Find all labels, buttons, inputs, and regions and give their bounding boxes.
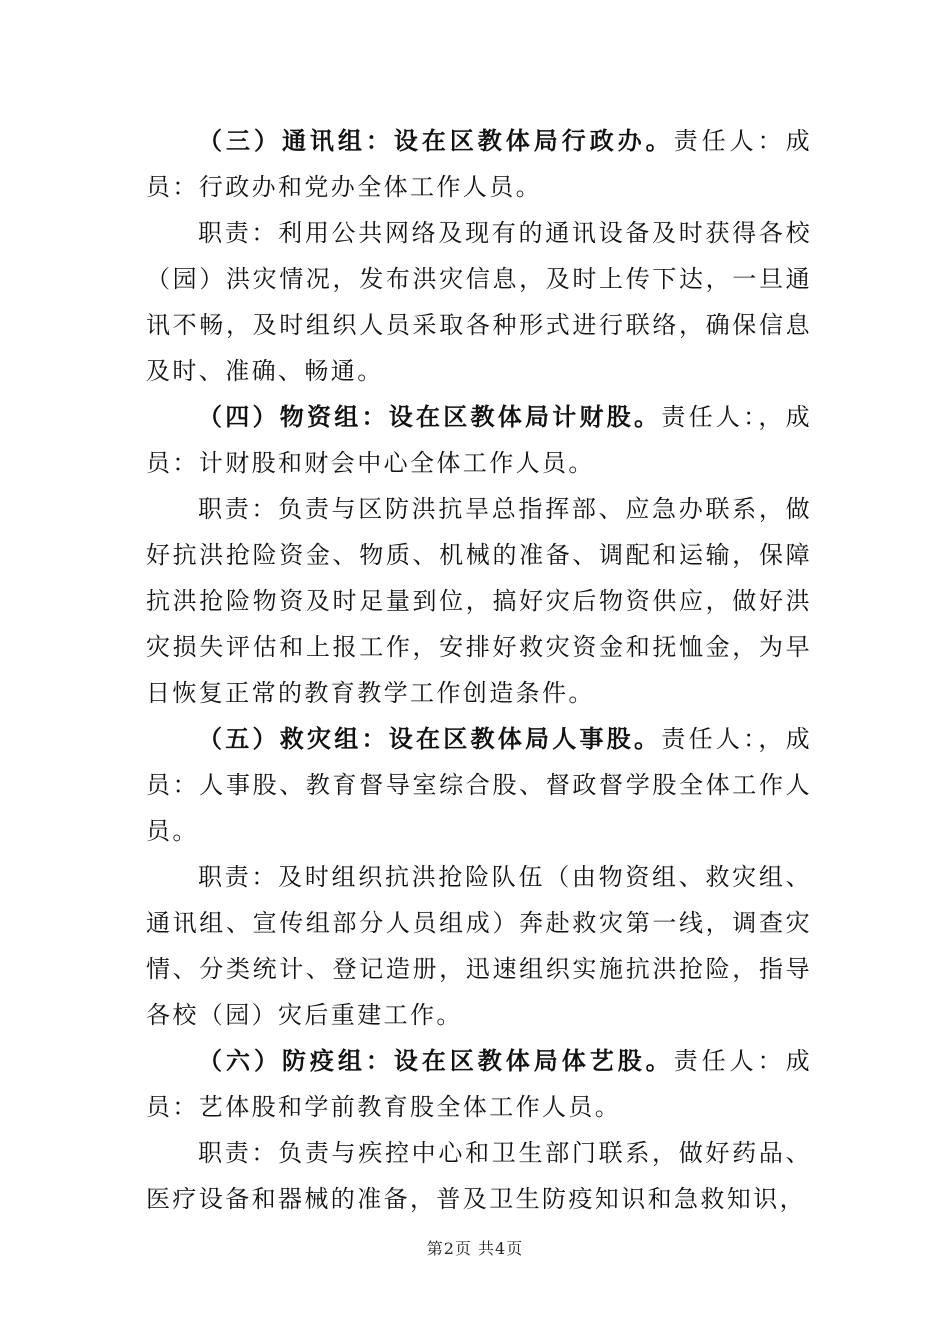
section-members: 责任人：成员：行政办和党办全体工作人员。 [146, 127, 812, 201]
section-duty: 职责：负责与疾控中心和卫生部门联系，做好药品、医疗设备和器械的准备，普及卫生防疫知识和急救知识， [146, 1139, 812, 1213]
page-footer [0, 1237, 950, 1261]
section-heading-paragraph [146, 394, 812, 486]
section-duty-paragraph [146, 1130, 812, 1222]
section-duty: 职责：利用公共网络及现有的通讯设备及时获得各校（园）洪灾情况，发布洪灾信息，及时上传下达，一旦通讯不畅，及时组织人员采取各种形式进行联络，确保信息及时、准确、畅通。 [146, 219, 812, 385]
section-heading-paragraph [146, 716, 812, 854]
section-members: 责任人：，成员：人事股、教育督导室综合股、督政督学股全体工作人员。 [146, 725, 812, 845]
document-body [146, 118, 812, 1222]
section-duty: 职责：负责与区防洪抗旱总指挥部、应急办联系，做好抗洪抢险资金、物质、机械的准备、调配和运输，保障抗洪抢险物资及时足量到位，搞好灾后物资供应，做好洪灾损失评估和上报工作，安排好救灾资金和抚恤金，为早日恢复正常的教育教学工作创造条件。 [146, 495, 812, 707]
section-members: 责任人：成员：艺体股和学前教育股全体工作人员。 [146, 1047, 812, 1121]
section-heading: （六）防疫组：设在区教体局体艺股。 [198, 1047, 674, 1075]
section-heading: （三）通讯组：设在区教体局行政办。 [198, 127, 674, 155]
section-duty: 职责：及时组织抗洪抢险队伍（由物资组、救灾组、通讯组、宣传组部分人员组成）奔赴救灾第一线，调查灾情、分类统计、登记造册，迅速组织实施抗洪抢险，指导各校（园）灾后重建工作。 [146, 863, 812, 1029]
section-heading-paragraph [146, 1038, 812, 1130]
section-duty-paragraph [146, 210, 812, 394]
section-duty-paragraph [146, 854, 812, 1038]
section-duty-paragraph [146, 486, 812, 716]
page-number-label: 第2页 共4页 [426, 1239, 524, 1258]
section-heading: （四）物资组：设在区教体局计财股。 [198, 403, 662, 431]
section-heading: （五）救灾组：设在区教体局人事股。 [198, 725, 662, 753]
section-members: 责任人：，成员：计财股和财会中心全体工作人员。 [146, 403, 812, 477]
section-heading-paragraph [146, 118, 812, 210]
